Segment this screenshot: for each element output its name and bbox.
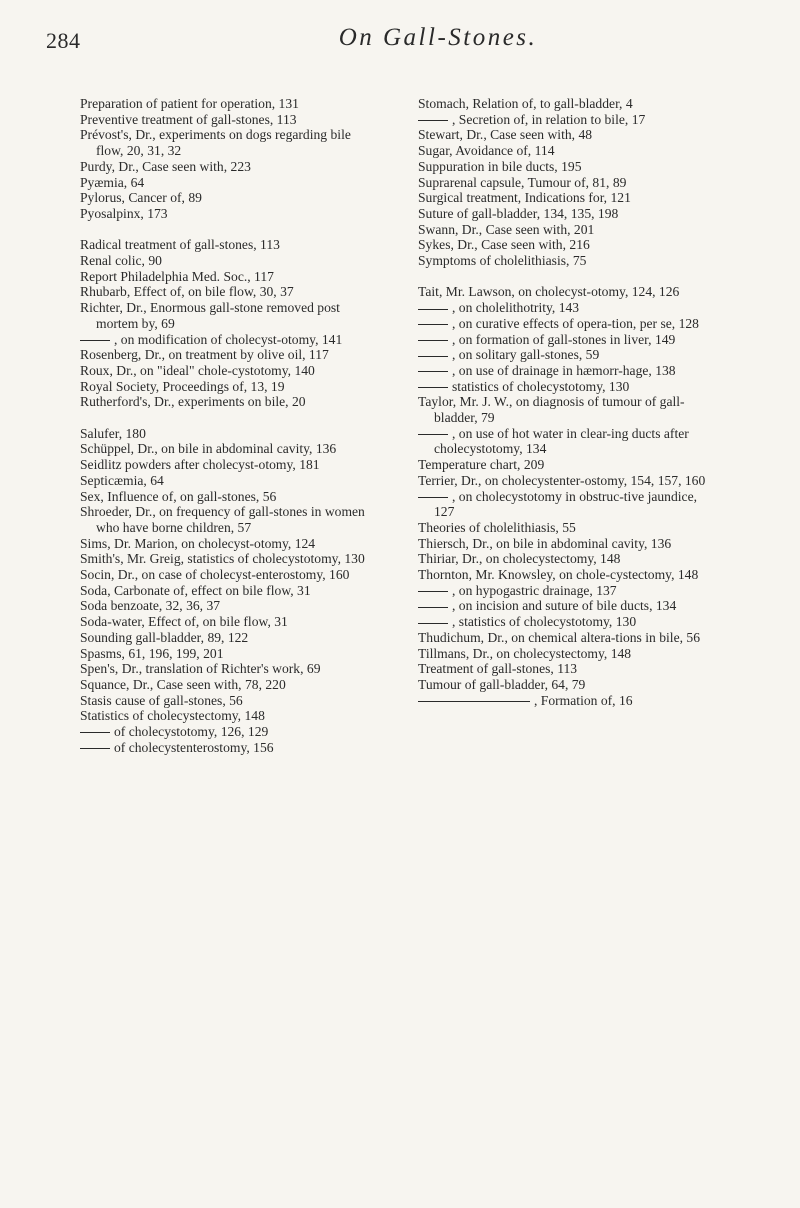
index-entry: [80, 693, 376, 709]
index-entry-text: Pyosalpinx, 173: [80, 205, 168, 221]
index-entry: [80, 551, 376, 567]
index-entry-text: Socin, Dr., on case of cholecyst-enterostomy, 160: [80, 567, 350, 583]
index-entry-text: Report Philadelphia Med. Soc., 117: [80, 268, 274, 284]
index-entry-text: of cholecystotomy, 126, 129: [114, 724, 269, 740]
index-entry: [80, 740, 376, 756]
index-column-left: [80, 96, 376, 756]
index-entry-text: Sims, Dr. Marion, on cholecyst-otomy, 124: [80, 535, 316, 551]
index-entry: [80, 614, 376, 630]
ditto-dash: [418, 387, 448, 388]
index-entry: [418, 567, 714, 583]
index-entry: [418, 159, 714, 175]
ditto-dash: [418, 340, 448, 341]
index-entry-text: , Formation of, 16: [534, 692, 633, 708]
index-entry-text: Soda-water, Effect of, on bile flow, 31: [80, 614, 288, 630]
index-entry: [418, 614, 714, 630]
index-entry-text: Stewart, Dr., Case seen with, 48: [418, 127, 593, 143]
index-entry: [80, 630, 376, 646]
index-entry-text: Pyæmia, 64: [80, 174, 145, 190]
index-entry: [80, 646, 376, 662]
index-entry: [418, 693, 714, 709]
index-entry-text: of cholecystenterostomy, 156: [114, 739, 274, 755]
index-entry-text: Rutherford's, Dr., experiments on bile, 20: [80, 394, 306, 410]
index-entry-text: Tillmans, Dr., on cholecystectomy, 148: [418, 645, 632, 661]
index-entry: [80, 677, 376, 693]
index-entry: [80, 175, 376, 191]
index-entry-text: statistics of cholecystotomy, 130: [452, 378, 630, 394]
index-entry-text: Terrier, Dr., on cholecystenter-ostomy, 154, 157, 160: [418, 472, 706, 488]
index-entry-text: Theories of cholelithiasis, 55: [418, 519, 576, 535]
page-header: [0, 24, 800, 64]
index-entry: [418, 127, 714, 143]
index-entry-text: Thornton, Mr. Knowsley, on chole-cystectomy, 148: [418, 567, 699, 583]
index-entry-text: Purdy, Dr., Case seen with, 223: [80, 158, 251, 174]
index-entry: [418, 457, 714, 473]
index-entry: [80, 708, 376, 724]
index-entry-text: Treatment of gall-stones, 113: [418, 661, 578, 677]
index-entry: [418, 300, 714, 316]
index-entry: [80, 363, 376, 379]
index-entry: [80, 426, 376, 442]
index-entry-text: , on curative effects of opera-tion, per se, 128: [452, 315, 699, 331]
index-entry: [418, 426, 714, 457]
index-entry-text: Spasms, 61, 196, 199, 201: [80, 645, 224, 661]
index-column-right: [418, 96, 714, 708]
index-entry: [418, 394, 714, 425]
index-entry: [418, 363, 714, 379]
ditto-dash: [418, 120, 448, 121]
index-entry-text: Soda benzoate, 32, 36, 37: [80, 598, 221, 614]
index-entry: [80, 206, 376, 222]
index-entry-text: , on formation of gall-stones in liver, 149: [452, 331, 676, 347]
index-entry: [80, 394, 376, 410]
index-entry: [80, 112, 376, 128]
index-entry: [418, 583, 714, 599]
index-entry: [418, 661, 714, 677]
index-entry-text: , Secretion of, in relation to bile, 17: [452, 111, 646, 127]
ditto-dash: [418, 356, 448, 357]
index-entry-text: Thudichum, Dr., on chemical altera-tions in bile, 56: [418, 629, 700, 645]
index-entry: [80, 489, 376, 505]
index-entry: [80, 724, 376, 740]
index-entry-text: Suprarenal capsule, Tumour of, 81, 89: [418, 174, 627, 190]
index-entry-text: Rhubarb, Effect of, on bile flow, 30, 37: [80, 284, 294, 300]
index-entry: [80, 441, 376, 457]
index-entry-text: Smith's, Mr. Greig, statistics of cholecystotomy, 130: [80, 551, 365, 567]
ditto-dash: [418, 371, 448, 372]
index-entry: [80, 127, 376, 158]
index-entry: [80, 347, 376, 363]
index-entry-text: Swann, Dr., Case seen with, 201: [418, 221, 595, 237]
index-entry: [418, 175, 714, 191]
ditto-dash: [418, 434, 448, 435]
index-entry: [418, 190, 714, 206]
index-entry-text: Thiersch, Dr., on bile in abdominal cavity, 136: [418, 535, 672, 551]
index-entry-text: Symptoms of cholelithiasis, 75: [418, 253, 587, 269]
ditto-dash: [80, 732, 110, 733]
ditto-dash: [418, 497, 448, 498]
index-entry-text: Suppuration in bile ducts, 195: [418, 158, 582, 174]
index-entry-text: Radical treatment of gall-stones, 113: [80, 237, 280, 253]
index-entry-text: Roux, Dr., on "ideal" chole-cystotomy, 140: [80, 362, 315, 378]
index-entry-text: Squance, Dr., Case seen with, 78, 220: [80, 676, 286, 692]
index-entry: [418, 237, 714, 253]
index-entry-text: , on use of hot water in clear-ing ducts after cholecystotomy, 134: [434, 425, 689, 457]
index-entry: [418, 332, 714, 348]
index-entry: [80, 379, 376, 395]
index-entry-text: Spen's, Dr., translation of Richter's work, 69: [80, 661, 321, 677]
index-entry: [80, 159, 376, 175]
index-entry: [418, 551, 714, 567]
index-entry-text: , on incision and suture of bile ducts, 134: [452, 598, 677, 614]
ditto-dash: [418, 607, 448, 608]
index-entry-text: Sex, Influence of, on gall-stones, 56: [80, 488, 277, 504]
ditto-dash: [80, 340, 110, 341]
index-entry-text: Rosenberg, Dr., on treatment by olive oil, 117: [80, 347, 329, 363]
index-entry: [418, 677, 714, 693]
index-entry: [80, 284, 376, 300]
ditto-dash: [418, 591, 448, 592]
index-entry: [418, 222, 714, 238]
index-entry-text: Preparation of patient for operation, 131: [80, 96, 299, 111]
index-entry-text: Schüppel, Dr., on bile in abdominal cavity, 136: [80, 441, 337, 457]
running-title: On Gall-Stones.: [338, 24, 538, 51]
index-entry-text: Sykes, Dr., Case seen with, 216: [418, 237, 590, 253]
index-entry-text: Statistics of cholecystectomy, 148: [80, 708, 265, 724]
index-entry-text: Prévost's, Dr., experiments on dogs regarding bile flow, 20, 31, 32: [80, 127, 351, 159]
index-entry-text: Stasis cause of gall-stones, 56: [80, 692, 243, 708]
index-entry-text: , statistics of cholecystotomy, 130: [452, 614, 637, 630]
index-entry-text: , on use of drainage in hæmorr-hage, 138: [452, 362, 676, 378]
index-entry: [80, 253, 376, 269]
index-entry-text: , on cholelithotrity, 143: [452, 300, 580, 316]
index-entry: [80, 269, 376, 285]
index-entry-text: Sugar, Avoidance of, 114: [418, 143, 555, 159]
index-entry-text: Temperature chart, 209: [418, 457, 545, 473]
index-entry: [80, 457, 376, 473]
index-entry: [80, 567, 376, 583]
index-entry: [80, 504, 376, 535]
index-entry: [80, 237, 376, 253]
ditto-dash: [418, 623, 448, 624]
index-entry: [418, 473, 714, 489]
index-entry: [418, 646, 714, 662]
index-entry: [418, 520, 714, 536]
index-entry-text: Suture of gall-bladder, 134, 135, 198: [418, 205, 619, 221]
index-entry: [418, 536, 714, 552]
index-entry: [418, 347, 714, 363]
index-entry-text: , on solitary gall-stones, 59: [452, 347, 600, 363]
index-entry: [80, 661, 376, 677]
ditto-dash: [418, 309, 448, 310]
index-entry-text: Surgical treatment, Indications for, 121: [418, 190, 631, 206]
index-entry: [80, 332, 376, 348]
index-entry-text: Royal Society, Proceedings of, 13, 19: [80, 378, 285, 394]
index-entry-text: Septicæmia, 64: [80, 472, 164, 488]
index-entry-text: Pylorus, Cancer of, 89: [80, 190, 202, 206]
index-entry-text: Sounding gall-bladder, 89, 122: [80, 629, 249, 645]
page-number: 284: [46, 28, 81, 53]
index-entry: [418, 598, 714, 614]
index-entry: [80, 190, 376, 206]
index-entry-text: Soda, Carbonate of, effect on bile flow, 31: [80, 582, 311, 598]
index-entry: [80, 96, 376, 112]
index-entry-text: Thiriar, Dr., on cholecystectomy, 148: [418, 551, 621, 567]
index-entry: [418, 112, 714, 128]
index-entry-text: Salufer, 180: [80, 425, 146, 441]
index-entry: [80, 473, 376, 489]
index-entry: [80, 300, 376, 331]
index-entry-text: Renal colic, 90: [80, 253, 162, 269]
index-entry: [418, 489, 714, 520]
index-entry: [418, 253, 714, 269]
index-entry: [418, 630, 714, 646]
index-entry-text: Shroeder, Dr., on frequency of gall-stones in women who have borne children, 57: [80, 504, 365, 535]
index-entry: [418, 143, 714, 159]
index-entry: [80, 583, 376, 599]
ditto-dash: [418, 324, 448, 325]
index-entry: [80, 536, 376, 552]
index-entry-text: , on cholecystotomy in obstruc-tive jaundice, 127: [434, 488, 698, 520]
index-entry-text: Tait, Mr. Lawson, on cholecyst-otomy, 124, 126: [418, 284, 680, 300]
index-entry-text: Tumour of gall-bladder, 64, 79: [418, 677, 586, 692]
index-entry-text: Richter, Dr., Enormous gall-stone removed post mortem by, 69: [80, 300, 340, 331]
index-entry: [80, 598, 376, 614]
index-entry-text: , on modification of cholecyst-otomy, 141: [114, 331, 343, 347]
index-entry: [418, 379, 714, 395]
index-entry-text: Stomach, Relation of, to gall-bladder, 4: [418, 96, 633, 111]
index-entry-text: , on hypogastric drainage, 137: [452, 582, 617, 598]
index-entry: [418, 96, 714, 112]
index-entry-text: Preventive treatment of gall-stones, 113: [80, 111, 297, 127]
ditto-dash: [418, 701, 530, 702]
ditto-dash: [80, 748, 110, 749]
index-entry: [418, 316, 714, 332]
index-entry-text: Seidlitz powders after cholecyst-otomy, 181: [80, 457, 320, 473]
index-entry: [418, 206, 714, 222]
index-entry: [418, 284, 714, 300]
index-entry-text: Taylor, Mr. J. W., on diagnosis of tumour of gall-bladder, 79: [418, 394, 685, 426]
